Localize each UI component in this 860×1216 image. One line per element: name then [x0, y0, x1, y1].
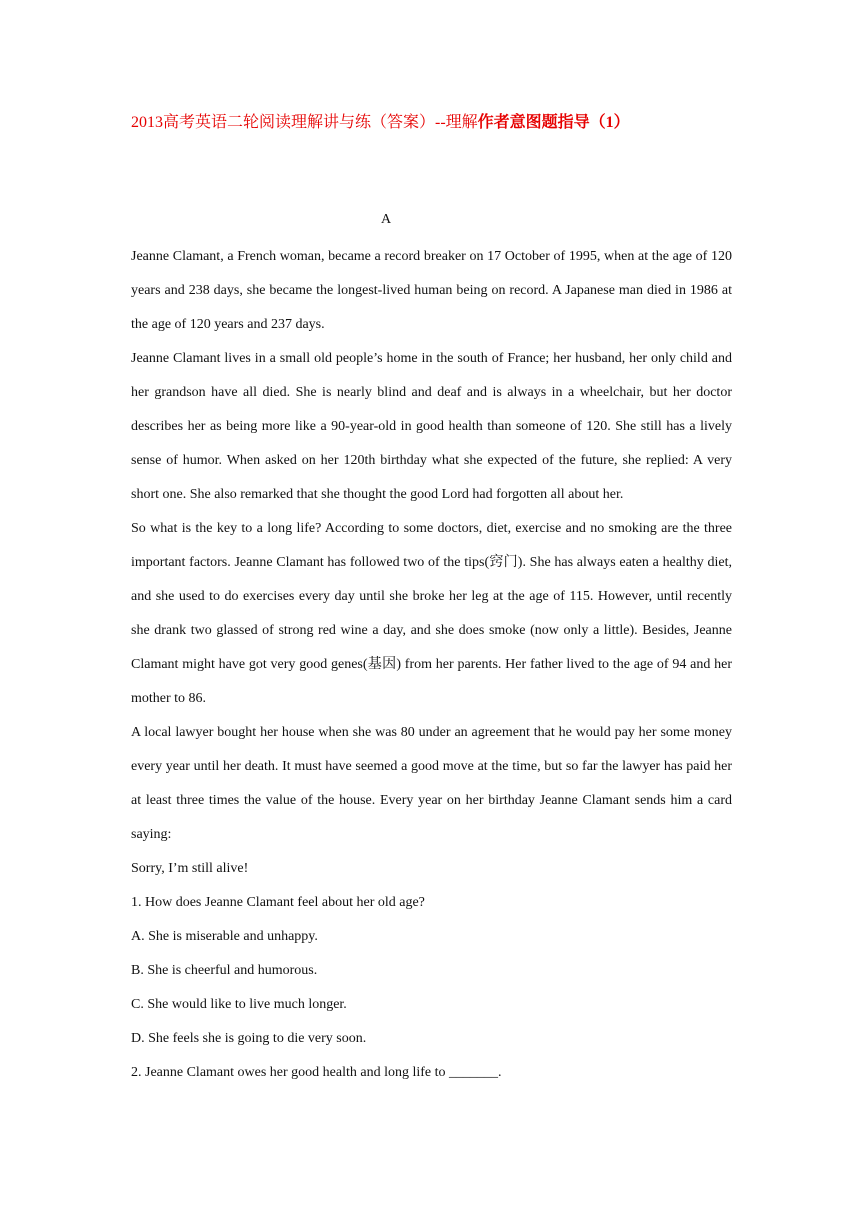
- question-1-option-d: D. She feels she is going to die very soon.: [131, 1031, 367, 1046]
- paragraph-3: So what is the key to a long life? According to some doctors, diet, exercise and no smoking are the three important factors. Jeanne Clamant has followed two of the tips(窍门). She has always eaten a healthy diet, and she used to do exercises every day until she broke her leg at the age of 115. However, until recently she drank two glassed of strong red wine a day, and she does smoke (now only a little). Besides, Jeanne Clamant might have got very good genes(基因) from her parents. Her father lived to the age of 94 and her mother to 86.: [131, 521, 732, 706]
- paragraph-2: Jeanne Clamant lives in a small old people’s home in the south of France; her husband, her only child and her grandson have all died. She is nearly blind and deaf and is always in a wheelchair, but her doctor describes her as being more like a 90-year-old in good health than someone of 120. She still has a lively sense of humor. When asked on her 120th birthday what she expected of the future, she replied: A very short one. She also remarked that she thought the good Lord had forgotten all about her.: [131, 351, 732, 502]
- passage-body: [131, 240, 732, 1090]
- question-1-stem: 1. How does Jeanne Clamant feel about her old age?: [131, 895, 425, 910]
- document-title: [131, 109, 751, 132]
- paragraph-5: Sorry, I’m still alive!: [131, 861, 249, 876]
- paragraph-1: Jeanne Clamant, a French woman, became a record breaker on 17 October of 1995, when at the age of 120 years and 238 days, she became the longest-lived human being on record. A Japanese man died in 1986 at the age of 120 years and 237 days.: [131, 249, 732, 332]
- paragraph-4: A local lawyer bought her house when she was 80 under an agreement that he would pay her some money every year until her death. It must have seemed a good move at the time, but so far the lawyer has paid her at least three times the value of the house. Every year on her birthday Jeanne Clamant sends him a card saying:: [131, 725, 732, 842]
- question-1-option-b: B. She is cheerful and humorous.: [131, 963, 318, 978]
- question-1-option-c: C. She would like to live much longer.: [131, 997, 347, 1012]
- title-highlight: 作者意图题指导（1）: [477, 114, 630, 131]
- title-prefix: 2013高考英语二轮阅读理解讲与练（答案）--理解: [131, 114, 478, 131]
- question-2-stem: 2. Jeanne Clamant owes her good health and long life to _______.: [131, 1065, 502, 1080]
- passage-label: A: [380, 212, 392, 227]
- question-1-option-a: A. She is miserable and unhappy.: [131, 929, 318, 944]
